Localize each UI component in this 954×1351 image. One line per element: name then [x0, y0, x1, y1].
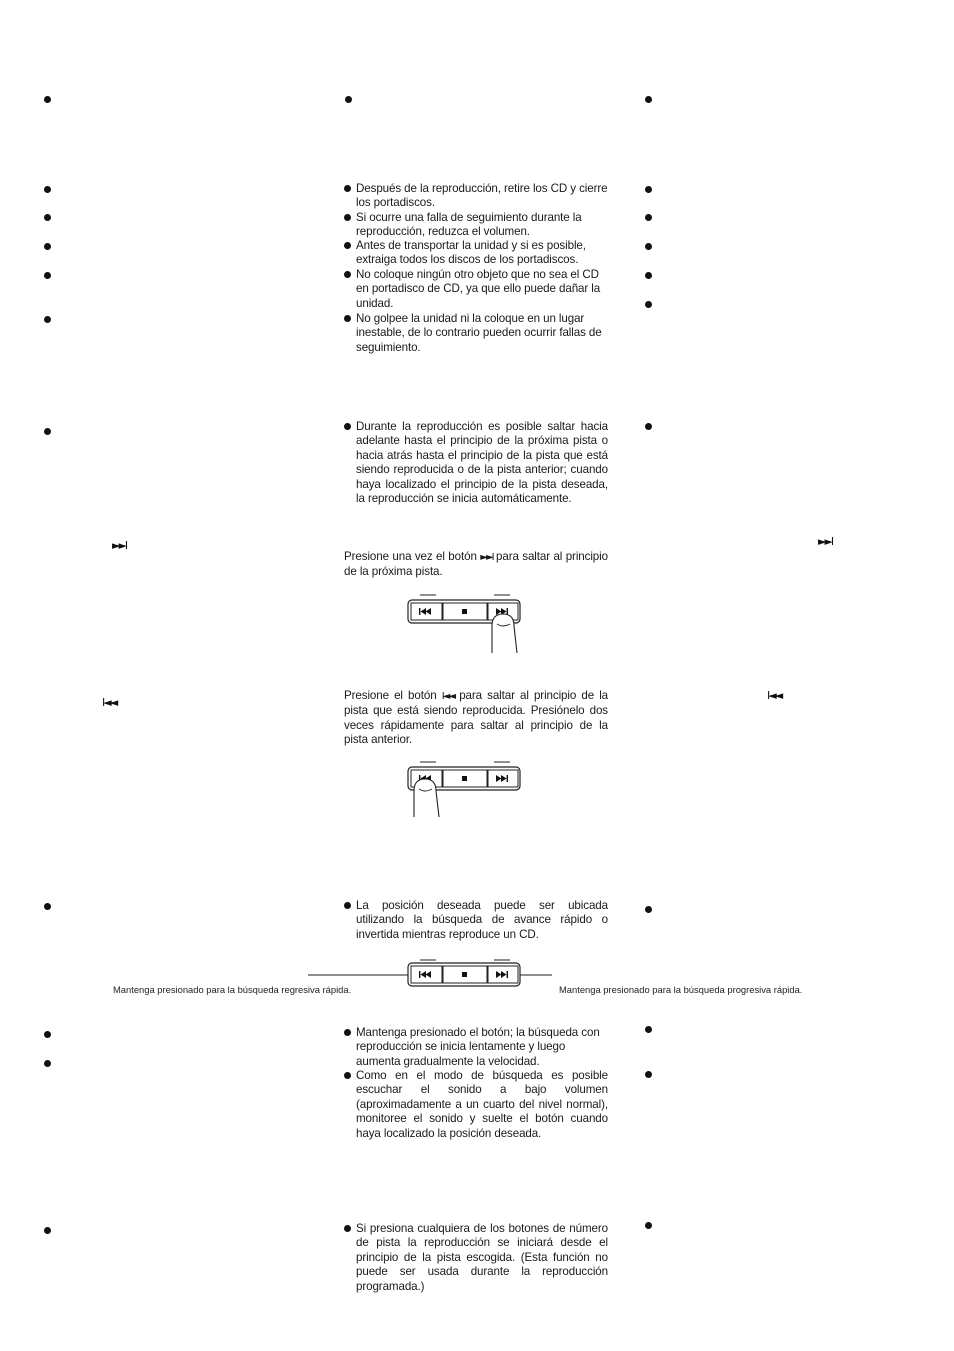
col3-bullet-6	[645, 301, 652, 308]
care-item-4: No coloque ningún otro objeto que no sea el CD en portadisco de CD, ya que ello puede dañar la unidad.	[344, 268, 608, 311]
direct-track-note: Si presiona cualquiera de los botones de número de pista la reproducción se iniciará desde el principio de la pista escogida. (Esta función no puede ser usada durante la reproducción programada.)	[344, 1222, 608, 1294]
col1-bullet-1	[44, 96, 51, 103]
col1-bullet-4	[44, 243, 51, 250]
finger-illustration	[414, 779, 439, 817]
col3-bullet-4	[645, 243, 652, 250]
prev-icon: I◄◄	[441, 691, 455, 702]
col3-bullet-10	[645, 1071, 652, 1078]
care-item-2: Si ocurre una falla de seguimiento durante la reproducción, reduzca el volumen.	[344, 211, 608, 240]
stop-button-icon	[462, 776, 467, 781]
col3-prev-icon: I◄◄	[767, 689, 782, 702]
col2-top-bullet	[345, 96, 352, 103]
button-panel-next-press	[404, 590, 524, 656]
stop-button-icon	[462, 972, 467, 977]
col1-bullet-9	[44, 1031, 51, 1038]
col3-bullet-7	[645, 423, 652, 430]
col1-bullet-3	[44, 214, 51, 221]
col1-bullet-6	[44, 316, 51, 323]
col1-bullet-2	[44, 186, 51, 193]
care-item-3: Antes de transportar la unidad y si es posible, extraiga todos los discos de los portadiscos.	[344, 239, 608, 268]
care-item-5: No golpee la unidad ni la coloque en un lugar inestable, de lo contrario pueden ocurrir fallas de seguimiento.	[344, 312, 608, 355]
search-intro: La posición deseada puede ser ubicada utilizando la búsqueda de avance rápido o invertida mientras reproduce un CD.	[344, 899, 608, 942]
col1-bullet-7	[44, 428, 51, 435]
col3-bullet-1	[645, 96, 652, 103]
search-note-1: Mantenga presionado el botón; la búsqueda con reproducción se inicia lentamente y luego aumenta gradualmente la velocidad.	[344, 1026, 608, 1069]
skip-forward-text: Presione una vez el botón ►►I para saltar al principio de la próxima pista.	[344, 550, 608, 579]
button-panel-prev-press	[404, 757, 524, 823]
col3-bullet-8	[645, 906, 652, 913]
col3-bullet-2	[645, 186, 652, 193]
care-item-1: Después de la reproducción, retire los CD y cierre los portadiscos.	[344, 182, 608, 211]
col3-bullet-9	[645, 1026, 652, 1033]
skip-intro: Durante la reproducción es posible saltar hacia adelante hasta el principio de la próxima pista o hacia atrás hasta el principio de la pista que está siendo reproducida o de la pista anterior; cuando haya localizado el principio de la pista deseada, la reproducción se inicia automáticamente.	[344, 420, 608, 506]
col3-next-icon: ►►I	[818, 535, 833, 548]
col1-bullet-10	[44, 1060, 51, 1067]
next-icon: ►►I	[480, 552, 493, 563]
col3-bullet-11	[645, 1222, 652, 1229]
caption-reverse-search: Mantenga presionado para la búsqueda regresiva rápida.	[113, 984, 352, 995]
col1-bullet-8	[44, 903, 51, 910]
col1-prev-icon: I◄◄	[102, 696, 117, 709]
finger-illustration	[492, 614, 517, 653]
col1-bullet-11	[44, 1227, 51, 1234]
skip-back-text: Presione el botón I◄◄ para saltar al principio de la pista que está siendo reproducida. Presiónelo dos veces rápidamente para saltar al principio de la pista anterior.	[344, 689, 609, 747]
stop-button-icon	[462, 609, 467, 614]
caption-forward-search: Mantenga presionado para la búsqueda progresiva rápida.	[559, 984, 803, 995]
col1-next-icon: ►►I	[112, 539, 127, 552]
col3-bullet-5	[645, 272, 652, 279]
col1-bullet-5	[44, 272, 51, 279]
col3-bullet-3	[645, 214, 652, 221]
search-note-2: Como en el modo de búsqueda es posible escuchar el sonido a bajo volumen (aproximadamente a un cuarto del nivel normal), monitoree el sonido y suelte el botón cuando haya localizado la posición deseada.	[344, 1069, 608, 1141]
